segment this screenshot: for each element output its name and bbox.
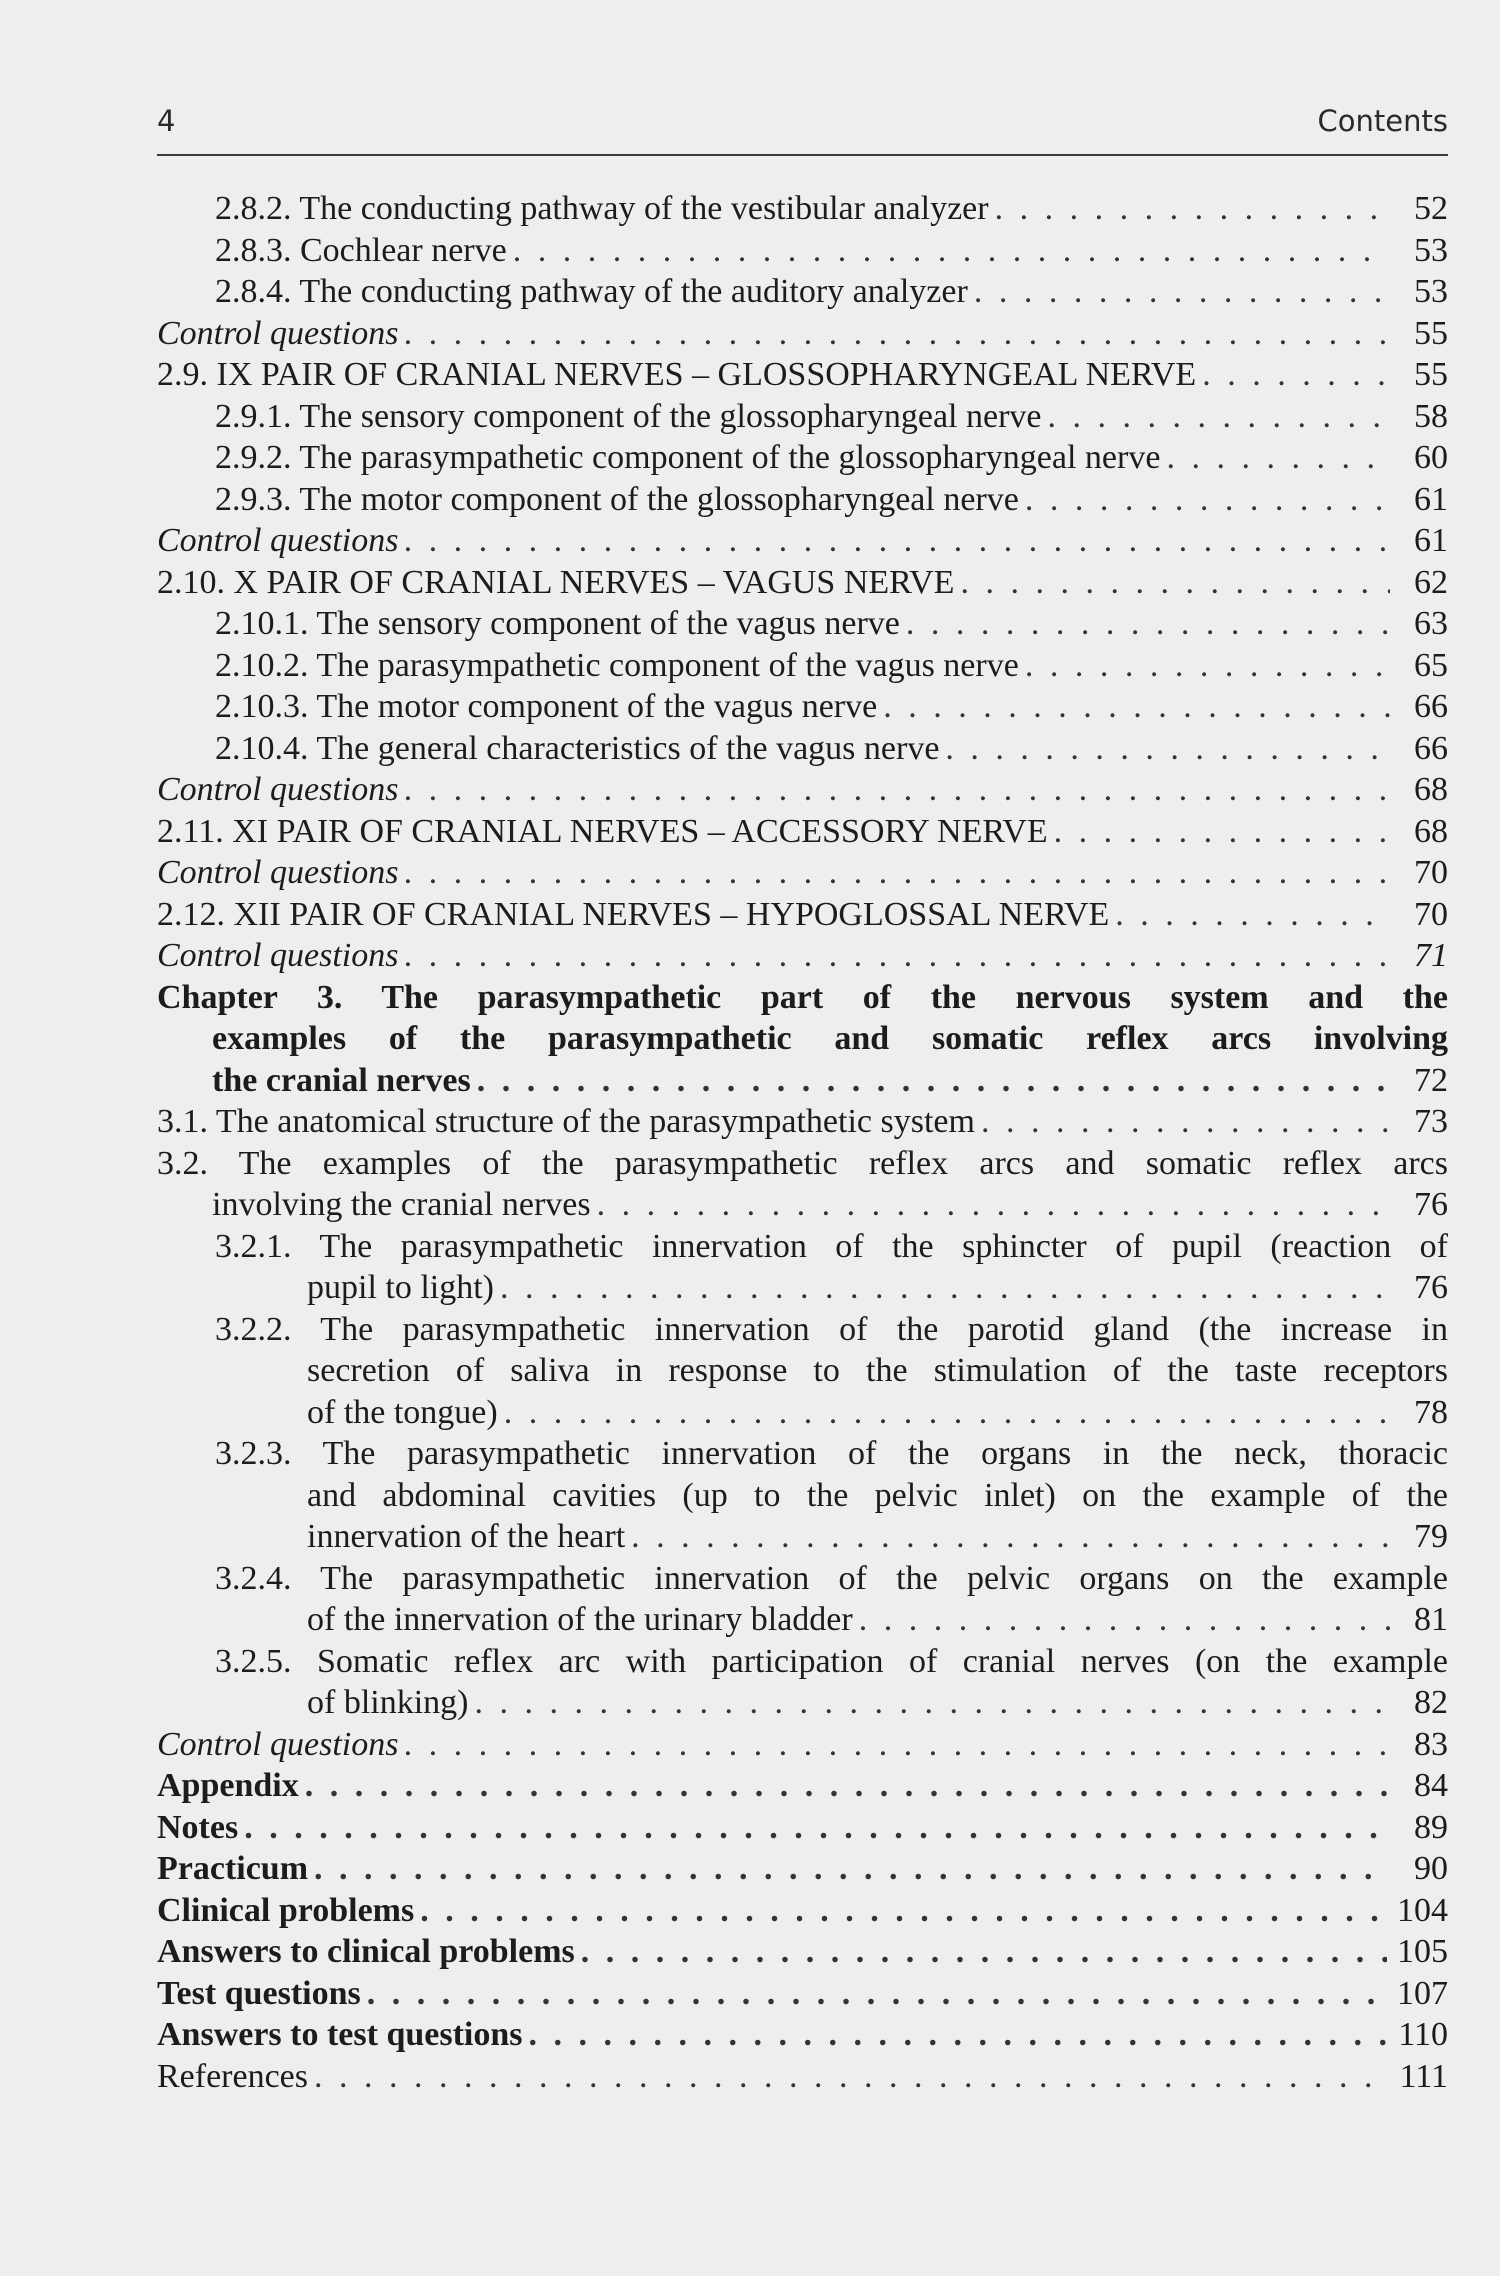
toc-entry <box>157 1848 1448 1890</box>
dot-leader <box>500 1267 1390 1309</box>
dot-leader <box>1025 479 1390 521</box>
toc-page-number: 79 <box>1414 1518 1448 1555</box>
dot-leader <box>883 686 1390 728</box>
toc-entry-text: Control questions <box>157 854 399 891</box>
dot-leader <box>945 728 1390 770</box>
toc-entry-text: 3.2.1. The parasympathetic innervation of the sphincter of pupil (reaction of <box>215 1227 1448 1265</box>
toc-page-number: 60 <box>1414 439 1448 476</box>
toc-entry <box>157 1433 1448 1558</box>
toc-entry <box>157 188 1448 230</box>
toc-entry-text: 2.10.4. The general characteristics of the vagus nerve <box>215 729 940 767</box>
toc-entry-text: and abdominal cavities (up to the pelvic inlet) on the example of the <box>307 1476 1448 1514</box>
toc-entry <box>157 769 1448 811</box>
toc-page-number: 78 <box>1414 1393 1448 1431</box>
toc-entry <box>157 562 1448 604</box>
dot-leader <box>305 1765 1390 1807</box>
toc-page-number: 58 <box>1414 397 1448 435</box>
toc-page-number: 89 <box>1414 1808 1448 1846</box>
toc-entry-text: 2.10.2. The parasympathetic component of the vagus nerve <box>215 646 1019 684</box>
toc-page-number: 70 <box>1414 895 1448 933</box>
toc-page-number: 62 <box>1414 563 1448 601</box>
toc-entry <box>157 1931 1448 1973</box>
toc-entry <box>157 935 1448 977</box>
toc-entry-text: Appendix <box>157 1767 299 1804</box>
toc-entry <box>157 271 1448 313</box>
toc-entry-text: the cranial nerves <box>212 1061 471 1099</box>
toc-entry <box>157 437 1448 479</box>
toc-entry-text: Practicum <box>157 1850 309 1887</box>
toc-page-number: 104 <box>1397 1891 1448 1929</box>
toc-entry-text: Notes <box>157 1808 239 1846</box>
dot-leader <box>995 188 1390 230</box>
toc-entry-text: 3.2.4. The parasympathetic innervation of the pelvic organs on the example <box>215 1559 1448 1597</box>
toc-page-number: 76 <box>1414 1186 1448 1223</box>
toc-entry-text: Control questions <box>157 771 399 808</box>
toc-entry-text: 3.2.3. The parasympathetic innervation of the organs in the neck, thoracic <box>215 1435 1448 1472</box>
toc-entry-text: 2.10. X PAIR OF CRANIAL NERVES – VAGUS NERVE <box>157 563 955 601</box>
toc-page-number: 107 <box>1397 1974 1448 2012</box>
toc-entry-text: involving the cranial nerves <box>212 1186 591 1223</box>
toc-page-number: 66 <box>1414 688 1448 725</box>
dot-leader <box>529 2014 1389 2056</box>
toc-entry <box>157 520 1448 562</box>
toc-entry <box>157 1309 1448 1434</box>
page-header <box>157 100 1448 156</box>
dot-leader <box>367 1973 1387 2015</box>
toc-entry-text: 2.8.2. The conducting pathway of the vestibular analyzer <box>215 190 989 227</box>
toc-entry <box>157 1973 1448 2015</box>
toc-entry-text: pupil to light) <box>307 1269 494 1306</box>
dot-leader <box>405 313 1391 355</box>
running-title: Contents <box>1317 104 1448 138</box>
toc-entry <box>157 354 1448 396</box>
dot-leader <box>597 1184 1390 1226</box>
toc-entry-text: Control questions <box>157 1725 399 1763</box>
toc-page-number: 65 <box>1414 646 1448 684</box>
toc-entry-text: 2.9.3. The motor component of the glossopharyngeal nerve <box>215 480 1019 518</box>
toc-page-number: 76 <box>1414 1269 1448 1306</box>
dot-leader <box>1048 396 1390 438</box>
toc-entry-text: References <box>157 2057 309 2095</box>
dot-leader <box>474 1682 1390 1724</box>
dot-leader <box>906 603 1390 645</box>
toc-page-number: 53 <box>1414 231 1448 269</box>
toc-entry-text: Answers to test questions <box>157 2016 523 2053</box>
toc-page-number: 82 <box>1414 1684 1448 1721</box>
toc-page-number: 72 <box>1414 1061 1448 1099</box>
toc-page-number: 83 <box>1414 1725 1448 1763</box>
dot-leader <box>477 1060 1390 1102</box>
toc-entry <box>157 603 1448 645</box>
toc-entry <box>157 396 1448 438</box>
toc-page-number: 73 <box>1414 1103 1448 1140</box>
dot-leader <box>314 1848 1390 1890</box>
page-number: 4 <box>157 104 176 138</box>
toc-entry <box>157 852 1448 894</box>
toc-page-number: 66 <box>1414 729 1448 767</box>
toc-entry <box>157 1226 1448 1309</box>
toc-entry <box>157 1101 1448 1143</box>
dot-leader <box>513 230 1390 272</box>
toc-entry-text: Control questions <box>157 937 399 974</box>
dot-leader <box>405 852 1391 894</box>
dot-leader <box>420 1890 1387 1932</box>
toc-entry <box>157 894 1448 936</box>
toc-page-number: 55 <box>1414 314 1448 352</box>
dot-leader <box>504 1392 1390 1434</box>
dot-leader <box>1025 645 1390 687</box>
table-of-contents <box>157 188 1448 2097</box>
toc-entry-text: 2.9.1. The sensory component of the glossopharyngeal nerve <box>215 397 1042 435</box>
toc-page-number: 53 <box>1414 273 1448 310</box>
dot-leader <box>1202 354 1390 396</box>
toc-page-number: 52 <box>1414 190 1448 227</box>
toc-entry-text: 2.10.3. The motor component of the vagus nerve <box>215 688 878 725</box>
toc-entry <box>157 686 1448 728</box>
toc-entry <box>157 1641 1448 1724</box>
toc-page-number: 70 <box>1414 854 1448 891</box>
dot-leader <box>405 769 1391 811</box>
toc-page-number: 61 <box>1414 480 1448 518</box>
toc-entry-text: of the tongue) <box>307 1393 498 1431</box>
toc-page-number: 111 <box>1399 2057 1448 2095</box>
toc-entry <box>157 1807 1448 1849</box>
toc-page-number: 68 <box>1414 812 1448 850</box>
toc-page-number: 63 <box>1414 605 1448 642</box>
toc-entry-text: 2.8.3. Cochlear nerve <box>215 231 507 269</box>
toc-page-number: 61 <box>1414 522 1448 559</box>
toc-entry-text: Control questions <box>157 522 399 559</box>
dot-leader <box>314 2056 1390 2098</box>
toc-entry <box>157 1143 1448 1226</box>
toc-entry-text: secretion of saliva in response to the stimulation of the taste receptors <box>307 1352 1448 1389</box>
toc-entry-text: Chapter 3. The parasympathetic part of the nervous system and the <box>157 978 1448 1016</box>
toc-entry-text: examples of the parasympathetic and somatic reflex arcs involving <box>212 1020 1448 1057</box>
dot-leader <box>1115 894 1390 936</box>
dot-leader <box>1166 437 1390 479</box>
toc-entry-text: 2.12. XII PAIR OF CRANIAL NERVES – HYPOGLOSSAL NERVE <box>157 895 1110 933</box>
toc-entry <box>157 1765 1448 1807</box>
toc-page-number: 68 <box>1414 771 1448 808</box>
dot-leader <box>405 1724 1391 1766</box>
toc-entry-text: 3.2.5. Somatic reflex arc with participation of cranial nerves (on the example <box>215 1642 1448 1680</box>
toc-entry-text: Clinical problems <box>157 1891 415 1929</box>
toc-page-number: 55 <box>1414 356 1448 393</box>
toc-entry <box>157 479 1448 521</box>
toc-page-number: 71 <box>1414 937 1448 974</box>
dot-leader <box>244 1807 1390 1849</box>
toc-entry <box>157 2014 1448 2056</box>
toc-entry <box>157 1890 1448 1932</box>
toc-entry-text: of the innervation of the urinary bladder <box>307 1601 853 1638</box>
toc-entry-text: 2.10.1. The sensory component of the vagus nerve <box>215 605 900 642</box>
toc-entry-text: 2.9.2. The parasympathetic component of the glossopharyngeal nerve <box>215 439 1161 476</box>
toc-entry-text: 2.11. XI PAIR OF CRANIAL NERVES – ACCESSORY NERVE <box>157 812 1048 850</box>
toc-entry-text: 3.2. The examples of the parasympathetic reflex arcs and somatic reflex arcs <box>157 1144 1448 1182</box>
toc-entry-text: 3.2.2. The parasympathetic innervation of the parotid gland (the increase in <box>215 1310 1448 1348</box>
toc-entry <box>157 2056 1448 2098</box>
toc-entry-text: 3.1. The anatomical structure of the parasympathetic system <box>157 1103 975 1140</box>
toc-entry <box>157 313 1448 355</box>
toc-entry <box>157 728 1448 770</box>
dot-leader <box>960 562 1390 604</box>
toc-entry <box>157 977 1448 1102</box>
toc-entry-text: Control questions <box>157 314 399 352</box>
toc-page-number: 105 <box>1397 1933 1448 1970</box>
toc-entry <box>157 1558 1448 1641</box>
toc-entry-text: innervation of the heart <box>307 1518 626 1555</box>
toc-page-number: 90 <box>1414 1850 1448 1887</box>
toc-entry-text: Answers to clinical problems <box>157 1933 575 1970</box>
dot-leader <box>405 520 1391 562</box>
dot-leader <box>631 1516 1390 1558</box>
toc-page-number: 110 <box>1398 2016 1448 2053</box>
dot-leader <box>981 1101 1390 1143</box>
toc-page-number: 81 <box>1414 1601 1448 1638</box>
toc-entry-text: 2.8.4. The conducting pathway of the auditory analyzer <box>215 273 968 310</box>
toc-entry-text: 2.9. IX PAIR OF CRANIAL NERVES – GLOSSOPHARYNGEAL NERVE <box>157 356 1197 393</box>
dot-leader <box>581 1931 1387 1973</box>
toc-entry <box>157 1724 1448 1766</box>
toc-entry-text: Test questions <box>157 1974 361 2012</box>
dot-leader <box>405 935 1391 977</box>
toc-entry <box>157 645 1448 687</box>
dot-leader <box>974 271 1390 313</box>
toc-entry-text: of blinking) <box>307 1684 469 1721</box>
toc-entry <box>157 230 1448 272</box>
toc-entry <box>157 811 1448 853</box>
dot-leader <box>859 1599 1390 1641</box>
dot-leader <box>1054 811 1390 853</box>
toc-page-number: 84 <box>1414 1767 1448 1804</box>
